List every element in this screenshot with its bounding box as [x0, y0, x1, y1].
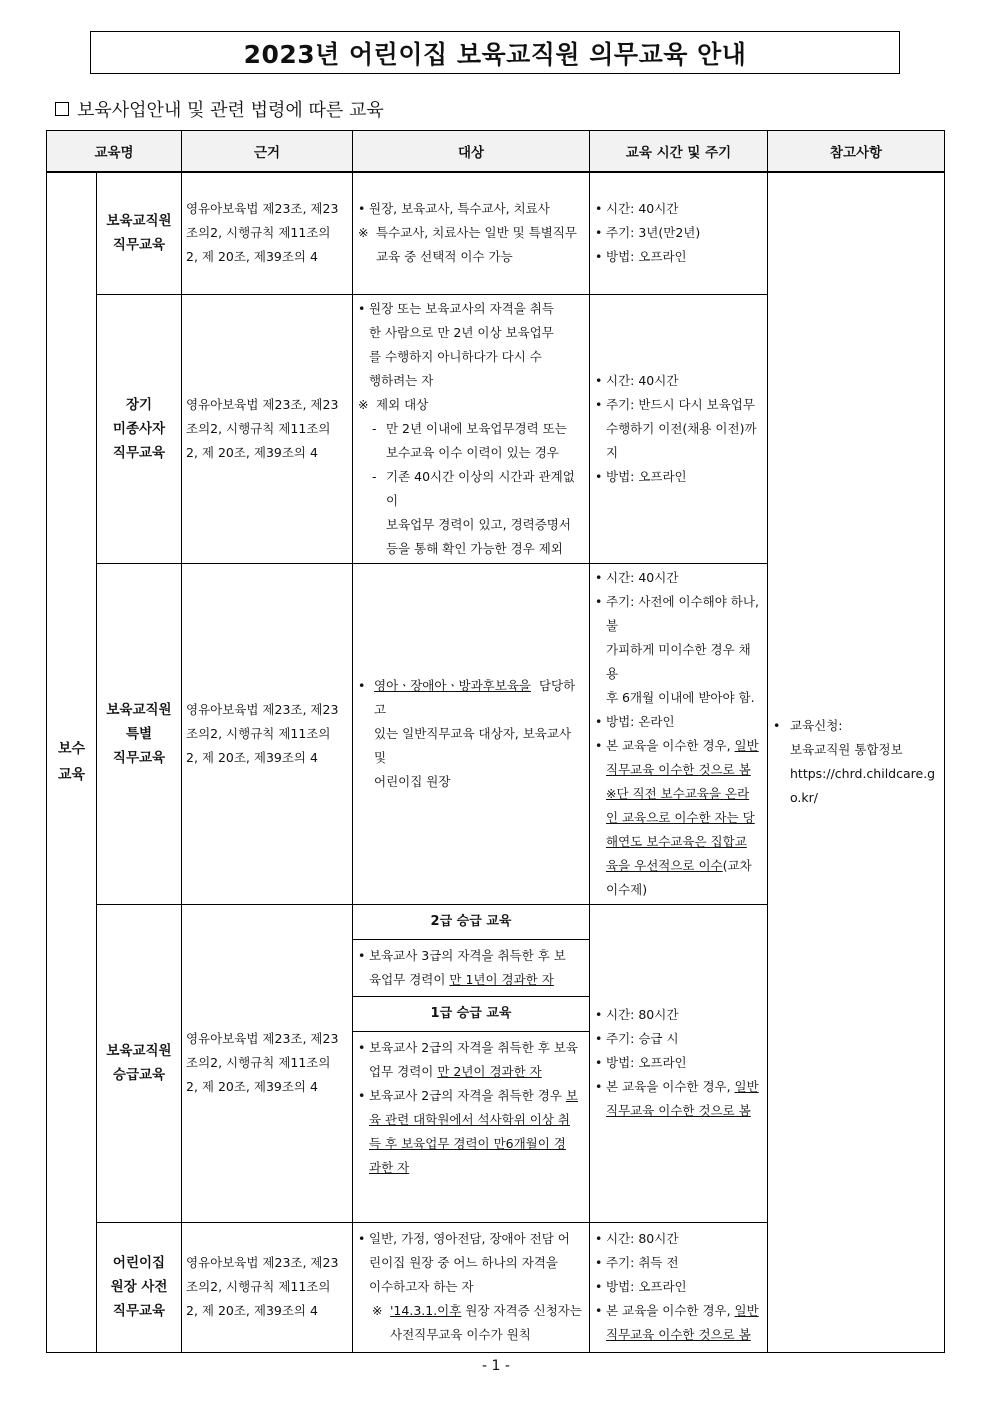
bullet-icon: • — [358, 300, 366, 316]
course-name-line: 직무교육 — [112, 444, 166, 461]
course-name-line: 보육교직원 — [106, 701, 172, 718]
underlined-text: 만 2년이 경과한 자 — [437, 1063, 542, 1079]
list-item — [595, 1299, 762, 1347]
underlined-text: 득 후 보육업무 경력이 만6개월이 경 — [369, 1135, 566, 1151]
list-item-text: 방법: 오프라인 — [606, 1279, 687, 1294]
list-item-text — [606, 1299, 762, 1347]
sub-list-item — [358, 417, 584, 465]
text-line: 보수교육 이수 이력이 있는 경우 — [386, 444, 559, 460]
bullet-icon: • — [595, 372, 603, 388]
basis-line: 조의2, 시행규칙 제11조의 — [186, 225, 331, 241]
underlined-text: 직무교육 이수한 것으로 봄 — [606, 1103, 751, 1118]
text-line: 만 2년 이내에 보육업무경력 또는 — [386, 420, 567, 436]
list-item-text: 방법: 오프라인 — [606, 1055, 687, 1070]
section-heading-text: 보육사업안내 및 관련 법령에 따른 교육 — [77, 100, 384, 121]
basis-line: 2, 제 20조, 제39조의 4 — [186, 1303, 318, 1318]
list-item — [358, 674, 584, 794]
text-line: 보육업무 경력이 있고, 경력증명서 — [386, 516, 571, 532]
text-line: 있는 일반직무교육 대상자, 보육교사 및 — [374, 725, 572, 765]
page-number: - 1 - — [482, 1358, 510, 1374]
text-line: 보육교사 2급의 자격을 취득한 경우 — [369, 1087, 566, 1103]
list-item-text: 시간: 80시간 — [606, 1231, 679, 1246]
note-text: 교육 중 선택적 이수 가능 — [376, 249, 513, 265]
dash-icon: - — [372, 468, 377, 484]
underlined-text: 보 — [565, 1087, 578, 1103]
basis-line: 조의2, 시행규칙 제11조의 — [186, 1055, 331, 1070]
note-item — [358, 393, 584, 417]
underlined-text: 인 교육으로 이수한 자는 당 — [606, 809, 755, 825]
text-line: 육업무 경력이 — [369, 971, 450, 987]
category-line: 보수 — [57, 741, 86, 758]
reference-url[interactable]: https://chrd.childcare.g — [790, 766, 936, 782]
grade1-target — [353, 1032, 589, 1184]
text-line: 원장 또는 보육교사의 자격을 취득 — [369, 300, 554, 316]
table-row — [47, 172, 945, 294]
underlined-text: 영아ㆍ장애아ㆍ방과후보육을 — [374, 677, 531, 693]
underlined-text: '14.3.1.이후 — [390, 1303, 462, 1318]
list-item-text: 시간: 80시간 — [606, 1007, 679, 1022]
basis-cell — [182, 1222, 353, 1352]
sub-list-text — [386, 465, 584, 561]
course-name-line: 보육교직원 — [106, 213, 172, 230]
note-text — [390, 1299, 582, 1347]
list-item-text: 주기: 취득 전 — [606, 1255, 679, 1270]
basis-line: 영유아보육법 제23조, 제23 — [186, 701, 339, 717]
text-line: 본 교육을 이수한 경우, — [606, 1079, 735, 1094]
basis-line: 영유아보육법 제23조, 제23 — [186, 396, 339, 412]
header-reference: 참고사항 — [768, 131, 945, 173]
bullet-icon: • — [595, 396, 603, 412]
bullet-icon: • — [595, 713, 603, 729]
bullet-icon: • — [358, 1087, 366, 1103]
basis-line: 2, 제 20조, 제39조의 4 — [186, 749, 318, 765]
list-item — [595, 245, 762, 269]
text-line: 후 6개월 이내에 받아야 함. — [606, 689, 755, 705]
header-time-cycle: 교육 시간 및 주기 — [590, 131, 768, 173]
list-item — [773, 714, 939, 738]
course-name-cell — [97, 1222, 182, 1352]
time-cell — [590, 294, 768, 563]
target-cell — [353, 294, 590, 563]
bullet-icon: • — [595, 201, 603, 217]
sub-list-text — [386, 417, 567, 465]
list-item-text: 시간: 40시간 — [606, 201, 679, 217]
target-cell — [353, 172, 590, 294]
bullet-icon: • — [595, 1303, 603, 1318]
basis-line: 조의2, 시행규칙 제11조의 — [186, 420, 331, 436]
underlined-text: 직무교육 이수한 것으로 봄 — [606, 761, 751, 777]
page-title: 2023년 어린이집 보육교직원 의무교육 안내 — [90, 31, 900, 74]
list-item-text: 원장, 보육교사, 특수교사, 치료사 — [369, 201, 550, 217]
list-item-text: 주기: 승급 시 — [606, 1031, 679, 1046]
bullet-icon: • — [773, 718, 781, 734]
text-line: 행하려는 자 — [369, 372, 434, 388]
list-item-text — [369, 1036, 584, 1084]
underlined-text: 일반 — [734, 1303, 759, 1318]
underlined-text: 만 1년이 경과한 자 — [449, 971, 554, 987]
list-item-text — [606, 734, 762, 902]
dash-icon: - — [372, 420, 377, 436]
text-line: 업무 경력이 — [369, 1063, 438, 1079]
note-item — [358, 1299, 584, 1347]
underlined-text: 일반 — [734, 737, 759, 753]
time-cell — [590, 904, 768, 1222]
course-name-line: 미종사자 — [112, 420, 166, 437]
list-item-text: 주기: 3년(만2년) — [606, 225, 701, 241]
list-item — [595, 1003, 762, 1027]
list-item — [595, 393, 762, 465]
sub-list-item — [358, 465, 584, 561]
list-item-text — [606, 1075, 762, 1123]
bullet-icon: • — [595, 1255, 603, 1270]
underlined-text: 육을 우선적으로 이수 — [606, 857, 723, 873]
header-target: 대상 — [353, 131, 590, 173]
list-item-text: 시간: 40시간 — [606, 372, 679, 388]
list-item-text — [369, 297, 584, 393]
text-line: 원장 자격증 신청자는 — [461, 1303, 582, 1318]
text-line: 본 교육을 이수한 경우, — [606, 1303, 735, 1318]
list-item — [595, 369, 762, 393]
list-item — [595, 734, 762, 902]
list-item — [595, 566, 762, 590]
underlined-text: 직무교육 이수한 것으로 봄 — [606, 1327, 751, 1342]
text-line: 보육교사 2급의 자격을 취득한 후 보육 — [369, 1039, 578, 1055]
text-line: 지 — [606, 444, 619, 460]
underlined-text: 일반 — [734, 1079, 759, 1094]
course-name-line: 승급교육 — [112, 1067, 166, 1083]
basis-line: 2, 제 20조, 제39조의 4 — [186, 1079, 318, 1094]
list-item — [595, 590, 762, 710]
bullet-icon: • — [595, 1007, 603, 1022]
underlined-text: 해연도 보수교육은 집합교 — [606, 833, 747, 849]
text-line: 사전직무교육 이수가 원칙 — [390, 1327, 531, 1342]
basis-line: 2, 제 20조, 제39조의 4 — [186, 249, 318, 265]
text-line: 한 사람으로 만 2년 이상 보육업무 — [369, 324, 554, 340]
basis-line: 영유아보육법 제23조, 제23 — [186, 201, 339, 217]
target-cell — [353, 904, 590, 1222]
course-name-cell — [97, 294, 182, 563]
time-cell — [590, 563, 768, 904]
course-name-line: 특별 — [125, 725, 153, 742]
text-line: 수행하기 이전(채용 이전)까 — [606, 420, 757, 436]
text-line: 이수제) — [606, 881, 648, 897]
course-name-line: 장기 — [125, 396, 153, 413]
list-item — [358, 1084, 584, 1180]
upgrade-target-block — [353, 905, 589, 1184]
sub-header-grade2: 2급 승급 교육 — [353, 905, 589, 940]
basis-cell — [182, 563, 353, 904]
underlined-text: ※단 직전 보수교육을 온라 — [606, 785, 750, 801]
category-line: 교육 — [57, 767, 86, 784]
course-name-cell — [97, 904, 182, 1222]
list-item-text — [606, 393, 762, 465]
basis-line: 조의2, 시행규칙 제11조의 — [186, 1279, 331, 1294]
list-item-text: 방법: 온라인 — [606, 713, 675, 729]
basis-cell — [182, 172, 353, 294]
text-line: 담당하고 — [374, 677, 576, 717]
course-name-line: 어린이집 — [112, 1255, 166, 1271]
list-item-text: 방법: 오프라인 — [606, 468, 687, 484]
list-item — [595, 1027, 762, 1051]
education-table — [46, 130, 945, 1353]
course-name-line: 직무교육 — [112, 237, 166, 254]
list-item — [595, 1051, 762, 1075]
section-heading — [55, 96, 384, 122]
bullet-icon: • — [595, 593, 603, 609]
bullet-icon: • — [358, 677, 366, 693]
list-item-text: 방법: 오프라인 — [606, 249, 687, 265]
sub-header-grade1: 1급 승급 교육 — [353, 997, 589, 1032]
bullet-icon: • — [358, 201, 366, 217]
text-line: 어린이집 원장 — [374, 773, 451, 789]
bullet-icon: • — [595, 1055, 603, 1070]
list-item — [358, 1036, 584, 1084]
reference-label: 교육신청: — [790, 718, 843, 734]
list-item — [358, 197, 584, 221]
course-name-line: 보육교직원 — [106, 1043, 172, 1059]
list-item — [358, 1227, 584, 1299]
note-text: 특수교사, 치료사는 일반 및 특별직무 — [376, 225, 577, 241]
basis-cell — [182, 904, 353, 1222]
bullet-icon: • — [595, 249, 603, 265]
time-cell — [590, 172, 768, 294]
note-text: 제외 대상 — [376, 396, 429, 412]
bullet-icon: • — [595, 468, 603, 484]
time-cell — [590, 1222, 768, 1352]
category-cell — [47, 172, 97, 1352]
text-line: 등을 통해 확인 가능한 경우 제외 — [386, 540, 563, 556]
text-line: 주기: 사전에 이수해야 하나, 불 — [606, 593, 759, 633]
checkbox-square-icon — [55, 102, 69, 116]
list-item — [595, 465, 762, 489]
bullet-icon: • — [358, 947, 366, 963]
list-item — [595, 1251, 762, 1275]
list-item — [595, 1275, 762, 1299]
basis-line: 영유아보육법 제23조, 제23 — [186, 1255, 339, 1270]
bullet-icon: • — [358, 1231, 366, 1246]
list-item-text: 시간: 40시간 — [606, 569, 679, 585]
reference-url-tail[interactable]: o.kr/ — [790, 790, 818, 806]
reference-cell — [768, 172, 945, 1352]
list-item-text — [369, 944, 584, 992]
header-course-name: 교육명 — [47, 131, 182, 173]
bullet-icon: • — [358, 1039, 366, 1055]
table-header-row — [47, 131, 945, 173]
text-line: 가피하게 미이수한 경우 채용 — [606, 641, 751, 681]
list-item-text — [606, 590, 762, 710]
basis-line: 조의2, 시행규칙 제11조의 — [186, 725, 331, 741]
basis-line: 영유아보육법 제23조, 제23 — [186, 1031, 339, 1046]
text-line: (교차 — [722, 857, 752, 873]
bullet-icon: • — [595, 737, 603, 753]
list-item — [358, 297, 584, 393]
text-line: 일반, 가정, 영아전담, 장애아 전담 어 — [369, 1231, 570, 1246]
list-item — [358, 944, 584, 992]
bullet-icon: • — [595, 1279, 603, 1294]
list-item — [595, 197, 762, 221]
course-name-cell — [97, 563, 182, 904]
course-name-line: 직무교육 — [112, 749, 166, 766]
reference-text: 보육교직원 통합정보 — [790, 742, 903, 758]
bullet-icon: • — [595, 1079, 603, 1094]
bullet-icon: • — [595, 1231, 603, 1246]
note-item — [358, 221, 584, 245]
list-item-text — [369, 1084, 584, 1180]
text-line: 린이집 원장 중 어느 하나의 자격을 — [369, 1255, 558, 1270]
text-line: 이수하고자 하는 자 — [369, 1279, 474, 1294]
basis-cell — [182, 294, 353, 563]
text-line: 본 교육을 이수한 경우, — [606, 737, 735, 753]
grade2-target — [353, 940, 589, 997]
bullet-icon: • — [595, 569, 603, 585]
bullet-icon: • — [595, 225, 603, 241]
text-line: 를 수행하지 아니하다가 다시 수 — [369, 348, 542, 364]
note-mark-icon: ※ — [372, 1303, 383, 1318]
note-mark-icon: ※ — [358, 225, 369, 241]
text-line: 주기: 반드시 다시 보육업무 — [606, 396, 755, 412]
list-item — [595, 221, 762, 245]
note-mark-icon: ※ — [358, 396, 369, 412]
list-item — [595, 1227, 762, 1251]
list-item — [595, 710, 762, 734]
list-item — [595, 1075, 762, 1123]
text-line: 기존 40시간 이상의 시간과 관계없이 — [386, 468, 575, 508]
course-name-cell — [97, 172, 182, 294]
header-basis: 근거 — [182, 131, 353, 173]
list-item-text — [369, 674, 584, 794]
target-cell — [353, 1222, 590, 1352]
underlined-text: 육 관련 대학원에서 석사학위 이상 취 — [369, 1111, 570, 1127]
underlined-text: 과한 자 — [369, 1159, 410, 1175]
target-cell — [353, 563, 590, 904]
text-line: 보육교사 3급의 자격을 취득한 후 보 — [369, 947, 566, 963]
basis-line: 2, 제 20조, 제39조의 4 — [186, 444, 318, 460]
list-item-text — [369, 1227, 584, 1299]
course-name-line: 원장 사전 — [110, 1279, 168, 1295]
bullet-icon: • — [595, 1031, 603, 1046]
course-name-line: 직무교육 — [112, 1303, 166, 1319]
